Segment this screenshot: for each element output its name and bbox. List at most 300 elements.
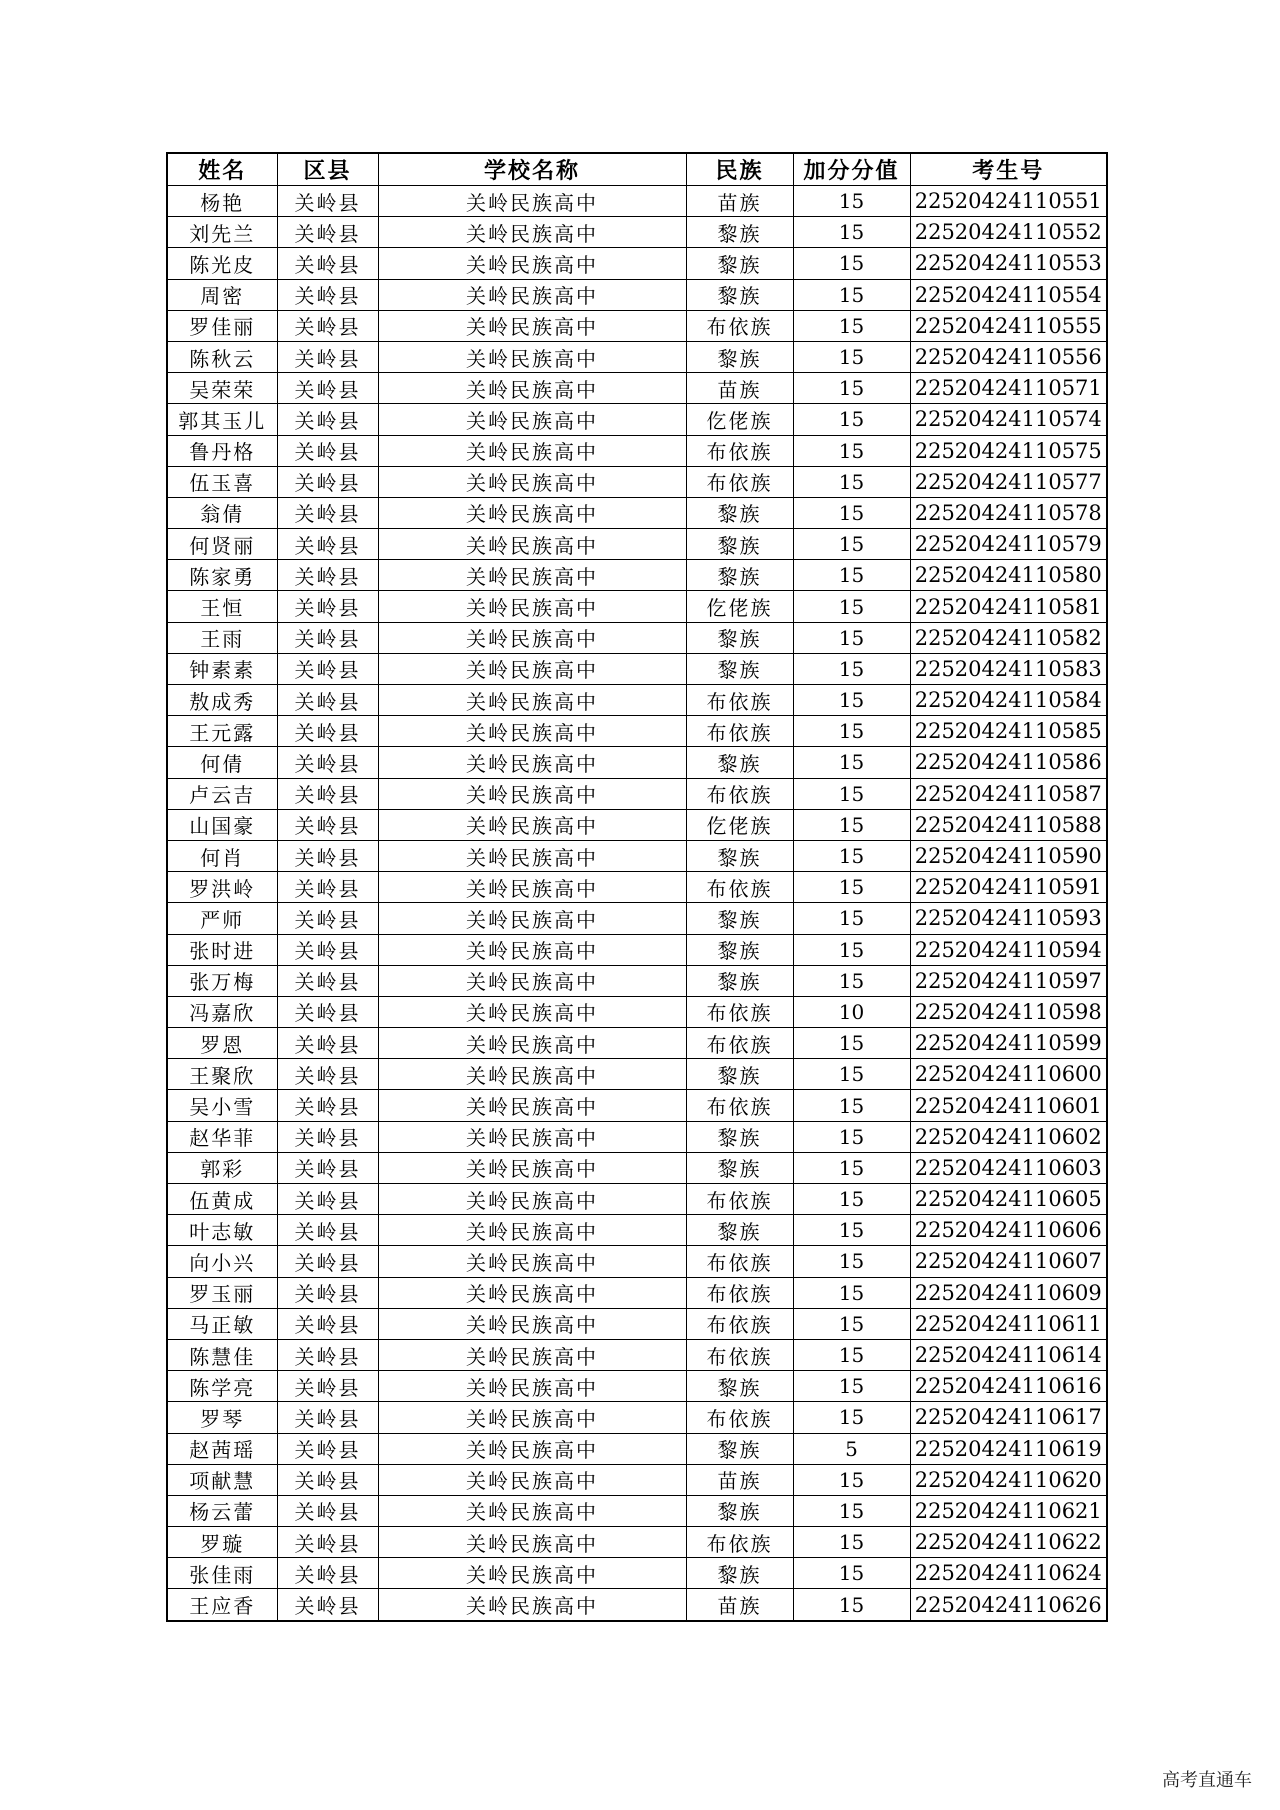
cell-school: 关岭民族高中 — [378, 1589, 686, 1621]
cell-ethnicity: 仡佬族 — [686, 809, 793, 840]
table-row — [167, 497, 1107, 528]
cell-county: 关岭县 — [277, 1090, 378, 1121]
cell-bonus: 15 — [793, 685, 910, 716]
cell-exam-no: 22520424110584 — [910, 685, 1107, 716]
table-row — [167, 404, 1107, 435]
cell-school: 关岭民族高中 — [378, 1495, 686, 1526]
header-row — [167, 153, 1107, 186]
cell-bonus: 15 — [793, 310, 910, 341]
header-bonus: 加分分值 — [793, 153, 910, 186]
cell-county: 关岭县 — [277, 1371, 378, 1402]
cell-county: 关岭县 — [277, 685, 378, 716]
cell-name: 周密 — [167, 279, 277, 310]
cell-exam-no: 22520424110571 — [910, 373, 1107, 404]
cell-school: 关岭民族高中 — [378, 310, 686, 341]
cell-name: 陈光皮 — [167, 248, 277, 279]
cell-county: 关岭县 — [277, 1184, 378, 1215]
cell-county: 关岭县 — [277, 310, 378, 341]
cell-bonus: 15 — [793, 747, 910, 778]
cell-school: 关岭民族高中 — [378, 1464, 686, 1495]
table-row — [167, 1090, 1107, 1121]
cell-school: 关岭民族高中 — [378, 685, 686, 716]
cell-bonus: 15 — [793, 1028, 910, 1059]
cell-exam-no: 22520424110577 — [910, 466, 1107, 497]
cell-exam-no: 22520424110580 — [910, 560, 1107, 591]
cell-name: 郭彩 — [167, 1152, 277, 1183]
table-row — [167, 1558, 1107, 1589]
cell-ethnicity: 布依族 — [686, 1308, 793, 1339]
table-row — [167, 186, 1107, 217]
cell-county: 关岭县 — [277, 341, 378, 372]
cell-exam-no: 22520424110583 — [910, 653, 1107, 684]
table-row — [167, 1246, 1107, 1277]
cell-name: 罗玉丽 — [167, 1277, 277, 1308]
cell-exam-no: 22520424110626 — [910, 1589, 1107, 1621]
cell-county: 关岭县 — [277, 872, 378, 903]
cell-bonus: 15 — [793, 1184, 910, 1215]
cell-ethnicity: 黎族 — [686, 840, 793, 871]
cell-name: 刘先兰 — [167, 217, 277, 248]
cell-county: 关岭县 — [277, 529, 378, 560]
cell-school: 关岭民族高中 — [378, 622, 686, 653]
table-row — [167, 1277, 1107, 1308]
cell-exam-no: 22520424110552 — [910, 217, 1107, 248]
cell-exam-no: 22520424110578 — [910, 497, 1107, 528]
cell-name: 卢云吉 — [167, 778, 277, 809]
cell-exam-no: 22520424110553 — [910, 248, 1107, 279]
cell-county: 关岭县 — [277, 778, 378, 809]
table-row — [167, 1339, 1107, 1370]
cell-county: 关岭县 — [277, 1589, 378, 1621]
table-row — [167, 934, 1107, 965]
cell-ethnicity: 黎族 — [686, 903, 793, 934]
cell-exam-no: 22520424110586 — [910, 747, 1107, 778]
cell-exam-no: 22520424110588 — [910, 809, 1107, 840]
cell-school: 关岭民族高中 — [378, 747, 686, 778]
cell-exam-no: 22520424110606 — [910, 1215, 1107, 1246]
cell-ethnicity: 布依族 — [686, 996, 793, 1027]
table-row — [167, 435, 1107, 466]
table-row — [167, 591, 1107, 622]
table-row — [167, 310, 1107, 341]
cell-bonus: 15 — [793, 778, 910, 809]
header-exam-no: 考生号 — [910, 153, 1107, 186]
cell-bonus: 15 — [793, 653, 910, 684]
cell-ethnicity: 黎族 — [686, 934, 793, 965]
cell-name: 罗洪岭 — [167, 872, 277, 903]
cell-bonus: 15 — [793, 872, 910, 903]
cell-school: 关岭民族高中 — [378, 996, 686, 1027]
cell-county: 关岭县 — [277, 653, 378, 684]
cell-name: 钟素素 — [167, 653, 277, 684]
table-row — [167, 560, 1107, 591]
cell-bonus: 15 — [793, 404, 910, 435]
table-row — [167, 996, 1107, 1027]
cell-name: 鲁丹格 — [167, 435, 277, 466]
cell-county: 关岭县 — [277, 996, 378, 1027]
cell-name: 项献慧 — [167, 1464, 277, 1495]
cell-bonus: 5 — [793, 1433, 910, 1464]
cell-bonus: 15 — [793, 435, 910, 466]
cell-bonus: 15 — [793, 1558, 910, 1589]
cell-county: 关岭县 — [277, 1028, 378, 1059]
cell-name: 赵茜瑶 — [167, 1433, 277, 1464]
cell-exam-no: 22520424110579 — [910, 529, 1107, 560]
cell-bonus: 15 — [793, 466, 910, 497]
table-row — [167, 1527, 1107, 1558]
table-row — [167, 1215, 1107, 1246]
cell-ethnicity: 布依族 — [686, 435, 793, 466]
cell-exam-no: 22520424110616 — [910, 1371, 1107, 1402]
cell-school: 关岭民族高中 — [378, 1402, 686, 1433]
cell-ethnicity: 黎族 — [686, 622, 793, 653]
cell-county: 关岭县 — [277, 248, 378, 279]
table-row — [167, 653, 1107, 684]
cell-school: 关岭民族高中 — [378, 341, 686, 372]
cell-county: 关岭县 — [277, 747, 378, 778]
cell-bonus: 15 — [793, 1495, 910, 1526]
cell-ethnicity: 布依族 — [686, 1339, 793, 1370]
cell-ethnicity: 黎族 — [686, 1215, 793, 1246]
cell-name: 敖成秀 — [167, 685, 277, 716]
header-school: 学校名称 — [378, 153, 686, 186]
cell-ethnicity: 布依族 — [686, 1246, 793, 1277]
cell-county: 关岭县 — [277, 279, 378, 310]
cell-exam-no: 22520424110581 — [910, 591, 1107, 622]
cell-exam-no: 22520424110602 — [910, 1121, 1107, 1152]
cell-school: 关岭民族高中 — [378, 872, 686, 903]
cell-name: 赵华菲 — [167, 1121, 277, 1152]
cell-bonus: 15 — [793, 497, 910, 528]
cell-bonus: 15 — [793, 1402, 910, 1433]
cell-bonus: 15 — [793, 186, 910, 217]
cell-name: 杨艳 — [167, 186, 277, 217]
cell-school: 关岭民族高中 — [378, 373, 686, 404]
cell-school: 关岭民族高中 — [378, 560, 686, 591]
cell-county: 关岭县 — [277, 1495, 378, 1526]
cell-county: 关岭县 — [277, 1527, 378, 1558]
cell-bonus: 15 — [793, 840, 910, 871]
cell-exam-no: 22520424110605 — [910, 1184, 1107, 1215]
cell-bonus: 15 — [793, 1589, 910, 1621]
cell-county: 关岭县 — [277, 591, 378, 622]
cell-ethnicity: 黎族 — [686, 1558, 793, 1589]
cell-school: 关岭民族高中 — [378, 279, 686, 310]
cell-county: 关岭县 — [277, 217, 378, 248]
cell-exam-no: 22520424110593 — [910, 903, 1107, 934]
cell-name: 王应香 — [167, 1589, 277, 1621]
cell-name: 罗璇 — [167, 1527, 277, 1558]
cell-exam-no: 22520424110622 — [910, 1527, 1107, 1558]
table-row — [167, 840, 1107, 871]
table-row — [167, 341, 1107, 372]
cell-ethnicity: 苗族 — [686, 1464, 793, 1495]
cell-exam-no: 22520424110600 — [910, 1059, 1107, 1090]
cell-exam-no: 22520424110621 — [910, 1495, 1107, 1526]
cell-exam-no: 22520424110603 — [910, 1152, 1107, 1183]
cell-bonus: 15 — [793, 903, 910, 934]
cell-bonus: 10 — [793, 996, 910, 1027]
cell-name: 王聚欣 — [167, 1059, 277, 1090]
cell-ethnicity: 黎族 — [686, 965, 793, 996]
cell-ethnicity: 黎族 — [686, 341, 793, 372]
table-row — [167, 1495, 1107, 1526]
cell-county: 关岭县 — [277, 1152, 378, 1183]
cell-school: 关岭民族高中 — [378, 497, 686, 528]
cell-ethnicity: 苗族 — [686, 1589, 793, 1621]
cell-ethnicity: 布依族 — [686, 1090, 793, 1121]
cell-name: 何肖 — [167, 840, 277, 871]
cell-school: 关岭民族高中 — [378, 809, 686, 840]
cell-county: 关岭县 — [277, 1308, 378, 1339]
cell-exam-no: 22520424110617 — [910, 1402, 1107, 1433]
cell-school: 关岭民族高中 — [378, 1215, 686, 1246]
cell-ethnicity: 苗族 — [686, 186, 793, 217]
table-row — [167, 1152, 1107, 1183]
cell-exam-no: 22520424110619 — [910, 1433, 1107, 1464]
cell-bonus: 15 — [793, 965, 910, 996]
cell-exam-no: 22520424110582 — [910, 622, 1107, 653]
table-row — [167, 466, 1107, 497]
cell-county: 关岭县 — [277, 1433, 378, 1464]
table-row — [167, 279, 1107, 310]
cell-name: 何倩 — [167, 747, 277, 778]
cell-bonus: 15 — [793, 1464, 910, 1495]
cell-ethnicity: 黎族 — [686, 747, 793, 778]
cell-ethnicity: 黎族 — [686, 1495, 793, 1526]
header-county: 区县 — [277, 153, 378, 186]
cell-ethnicity: 布依族 — [686, 1277, 793, 1308]
cell-school: 关岭民族高中 — [378, 653, 686, 684]
cell-school: 关岭民族高中 — [378, 466, 686, 497]
cell-school: 关岭民族高中 — [378, 903, 686, 934]
cell-school: 关岭民族高中 — [378, 435, 686, 466]
cell-exam-no: 22520424110601 — [910, 1090, 1107, 1121]
cell-name: 吴荣荣 — [167, 373, 277, 404]
cell-name: 陈家勇 — [167, 560, 277, 591]
cell-name: 张时进 — [167, 934, 277, 965]
cell-ethnicity: 黎族 — [686, 497, 793, 528]
cell-name: 山国豪 — [167, 809, 277, 840]
cell-bonus: 15 — [793, 341, 910, 372]
cell-exam-no: 22520424110556 — [910, 341, 1107, 372]
cell-ethnicity: 布依族 — [686, 1184, 793, 1215]
cell-county: 关岭县 — [277, 1339, 378, 1370]
cell-county: 关岭县 — [277, 497, 378, 528]
cell-school: 关岭民族高中 — [378, 840, 686, 871]
cell-exam-no: 22520424110599 — [910, 1028, 1107, 1059]
cell-school: 关岭民族高中 — [378, 1308, 686, 1339]
cell-name: 张佳雨 — [167, 1558, 277, 1589]
cell-name: 马正敏 — [167, 1308, 277, 1339]
table-row — [167, 1464, 1107, 1495]
cell-bonus: 15 — [793, 217, 910, 248]
cell-county: 关岭县 — [277, 622, 378, 653]
table-row — [167, 1028, 1107, 1059]
cell-school: 关岭民族高中 — [378, 965, 686, 996]
cell-ethnicity: 布依族 — [686, 1028, 793, 1059]
cell-bonus: 15 — [793, 1277, 910, 1308]
cell-name: 王雨 — [167, 622, 277, 653]
cell-name: 伍黄成 — [167, 1184, 277, 1215]
cell-ethnicity: 黎族 — [686, 1059, 793, 1090]
table-row — [167, 872, 1107, 903]
cell-bonus: 15 — [793, 279, 910, 310]
cell-county: 关岭县 — [277, 560, 378, 591]
cell-name: 王元露 — [167, 716, 277, 747]
cell-county: 关岭县 — [277, 373, 378, 404]
cell-exam-no: 22520424110587 — [910, 778, 1107, 809]
cell-ethnicity: 黎族 — [686, 1121, 793, 1152]
cell-exam-no: 22520424110574 — [910, 404, 1107, 435]
cell-school: 关岭民族高中 — [378, 591, 686, 622]
table-row — [167, 1402, 1107, 1433]
cell-exam-no: 22520424110575 — [910, 435, 1107, 466]
cell-ethnicity: 布依族 — [686, 310, 793, 341]
cell-school: 关岭民族高中 — [378, 1246, 686, 1277]
cell-ethnicity: 黎族 — [686, 279, 793, 310]
cell-county: 关岭县 — [277, 1215, 378, 1246]
cell-bonus: 15 — [793, 1527, 910, 1558]
cell-county: 关岭县 — [277, 1277, 378, 1308]
cell-name: 郭其玉儿 — [167, 404, 277, 435]
table-row — [167, 248, 1107, 279]
cell-ethnicity: 苗族 — [686, 373, 793, 404]
watermark-text: 高考直通车 — [1162, 1770, 1252, 1791]
cell-school: 关岭民族高中 — [378, 1184, 686, 1215]
cell-ethnicity: 黎族 — [686, 1371, 793, 1402]
table-row — [167, 965, 1107, 996]
cell-name: 吴小雪 — [167, 1090, 277, 1121]
cell-exam-no: 22520424110609 — [910, 1277, 1107, 1308]
table-row — [167, 1059, 1107, 1090]
student-bonus-table — [166, 152, 1108, 1622]
cell-school: 关岭民族高中 — [378, 1028, 686, 1059]
cell-exam-no: 22520424110585 — [910, 716, 1107, 747]
table-row — [167, 685, 1107, 716]
cell-county: 关岭县 — [277, 435, 378, 466]
cell-ethnicity: 布依族 — [686, 1402, 793, 1433]
table-row — [167, 1371, 1107, 1402]
cell-school: 关岭民族高中 — [378, 934, 686, 965]
cell-county: 关岭县 — [277, 1059, 378, 1090]
cell-county: 关岭县 — [277, 965, 378, 996]
cell-bonus: 15 — [793, 1308, 910, 1339]
cell-name: 陈慧佳 — [167, 1339, 277, 1370]
table-row — [167, 778, 1107, 809]
cell-ethnicity: 黎族 — [686, 1152, 793, 1183]
cell-school: 关岭民族高中 — [378, 186, 686, 217]
cell-school: 关岭民族高中 — [378, 1059, 686, 1090]
cell-ethnicity: 黎族 — [686, 248, 793, 279]
cell-school: 关岭民族高中 — [378, 1433, 686, 1464]
cell-bonus: 15 — [793, 809, 910, 840]
cell-ethnicity: 黎族 — [686, 529, 793, 560]
cell-exam-no: 22520424110551 — [910, 186, 1107, 217]
cell-bonus: 15 — [793, 1215, 910, 1246]
cell-school: 关岭民族高中 — [378, 1090, 686, 1121]
cell-bonus: 15 — [793, 1059, 910, 1090]
table-row — [167, 1589, 1107, 1621]
cell-school: 关岭民族高中 — [378, 778, 686, 809]
cell-name: 严师 — [167, 903, 277, 934]
cell-county: 关岭县 — [277, 1246, 378, 1277]
cell-bonus: 15 — [793, 591, 910, 622]
table-row — [167, 529, 1107, 560]
cell-exam-no: 22520424110555 — [910, 310, 1107, 341]
cell-ethnicity: 仡佬族 — [686, 591, 793, 622]
cell-county: 关岭县 — [277, 186, 378, 217]
cell-ethnicity: 布依族 — [686, 466, 793, 497]
cell-county: 关岭县 — [277, 1464, 378, 1495]
cell-name: 张万梅 — [167, 965, 277, 996]
cell-exam-no: 22520424110624 — [910, 1558, 1107, 1589]
cell-name: 罗恩 — [167, 1028, 277, 1059]
cell-exam-no: 22520424110611 — [910, 1308, 1107, 1339]
cell-name: 何贤丽 — [167, 529, 277, 560]
table-row — [167, 1433, 1107, 1464]
cell-bonus: 15 — [793, 622, 910, 653]
cell-bonus: 15 — [793, 1371, 910, 1402]
table-row — [167, 903, 1107, 934]
cell-county: 关岭县 — [277, 716, 378, 747]
cell-name: 翁倩 — [167, 497, 277, 528]
cell-exam-no: 22520424110590 — [910, 840, 1107, 871]
cell-exam-no: 22520424110607 — [910, 1246, 1107, 1277]
cell-bonus: 15 — [793, 1121, 910, 1152]
cell-county: 关岭县 — [277, 840, 378, 871]
cell-school: 关岭民族高中 — [378, 1558, 686, 1589]
cell-ethnicity: 黎族 — [686, 217, 793, 248]
cell-bonus: 15 — [793, 560, 910, 591]
cell-bonus: 15 — [793, 934, 910, 965]
cell-name: 杨云蕾 — [167, 1495, 277, 1526]
cell-school: 关岭民族高中 — [378, 404, 686, 435]
cell-ethnicity: 布依族 — [686, 872, 793, 903]
cell-school: 关岭民族高中 — [378, 716, 686, 747]
cell-ethnicity: 仡佬族 — [686, 404, 793, 435]
cell-bonus: 15 — [793, 1152, 910, 1183]
cell-exam-no: 22520424110598 — [910, 996, 1107, 1027]
cell-county: 关岭县 — [277, 1558, 378, 1589]
cell-ethnicity: 布依族 — [686, 1527, 793, 1558]
cell-county: 关岭县 — [277, 809, 378, 840]
cell-bonus: 15 — [793, 716, 910, 747]
table-row — [167, 716, 1107, 747]
cell-school: 关岭民族高中 — [378, 248, 686, 279]
cell-school: 关岭民族高中 — [378, 1527, 686, 1558]
table-row — [167, 373, 1107, 404]
table-row — [167, 1184, 1107, 1215]
cell-school: 关岭民族高中 — [378, 217, 686, 248]
cell-county: 关岭县 — [277, 404, 378, 435]
cell-ethnicity: 黎族 — [686, 653, 793, 684]
cell-school: 关岭民族高中 — [378, 1277, 686, 1308]
cell-ethnicity: 黎族 — [686, 560, 793, 591]
table-row — [167, 747, 1107, 778]
cell-county: 关岭县 — [277, 934, 378, 965]
cell-school: 关岭民族高中 — [378, 1121, 686, 1152]
cell-county: 关岭县 — [277, 1121, 378, 1152]
cell-name: 向小兴 — [167, 1246, 277, 1277]
cell-name: 陈学亮 — [167, 1371, 277, 1402]
cell-bonus: 15 — [793, 1246, 910, 1277]
table-row — [167, 1308, 1107, 1339]
cell-exam-no: 22520424110594 — [910, 934, 1107, 965]
cell-ethnicity: 黎族 — [686, 1433, 793, 1464]
header-name: 姓名 — [167, 153, 277, 186]
cell-school: 关岭民族高中 — [378, 1339, 686, 1370]
